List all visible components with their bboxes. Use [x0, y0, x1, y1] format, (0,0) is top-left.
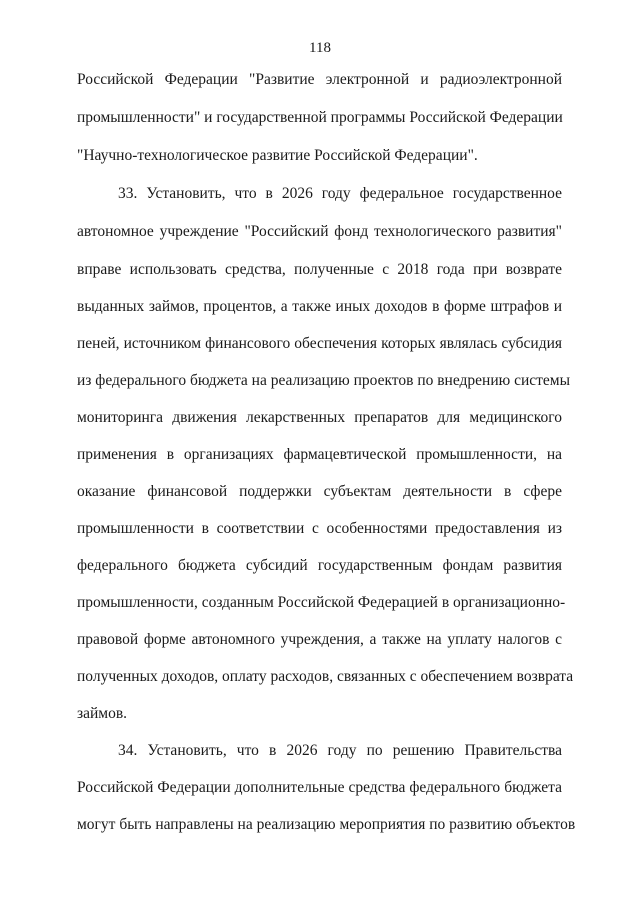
- text-line: применения в организациях фармацевтической промышленности, на: [77, 446, 562, 463]
- text-line: оказание финансовой поддержки субъектам деятельности в сфере: [77, 483, 562, 500]
- text-line: мониторинга движения лекарственных препаратов для медицинского: [77, 409, 562, 426]
- text-line: из федерального бюджета на реализацию проектов по внедрению системы: [77, 372, 571, 389]
- page-number: 118: [309, 40, 331, 56]
- text-line: промышленности" и государственной программы Российской Федерации: [77, 109, 563, 126]
- text-line: промышленности, созданным Российской Федерацией в организационно-: [77, 594, 566, 611]
- text-line: Российской Федерации дополнительные средства федерального бюджета: [77, 779, 562, 796]
- text-line: полученных доходов, оплату расходов, связанных с обеспечением возврата: [77, 668, 574, 685]
- text-line: Российской Федерации "Развитие электронной и радиоэлектронной: [77, 71, 562, 88]
- text-line: вправе использовать средства, полученные с 2018 года при возврате: [77, 261, 562, 278]
- text-line: 33. Установить, что в 2026 году федеральное государственное: [118, 185, 562, 202]
- text-line: федерального бюджета субсидий государственным фондам развития: [77, 557, 562, 574]
- text-line: займов.: [77, 705, 128, 722]
- text-line: промышленности в соответствии с особенностями предоставления из: [77, 520, 562, 537]
- text-line: автономное учреждение "Российский фонд технологического развития": [77, 223, 562, 240]
- text-line: 34. Установить, что в 2026 году по решению Правительства: [118, 742, 562, 759]
- text-line: правовой форме автономного учреждения, а также на уплату налогов с: [77, 631, 562, 648]
- text-line: пеней, источником финансового обеспечения которых являлась субсидия: [77, 335, 562, 352]
- text-line: "Научно-технологическое развитие Российской Федерации".: [77, 147, 478, 164]
- text-line: могут быть направлены на реализацию мероприятия по развитию объектов: [77, 816, 576, 833]
- text-line: выданных займов, процентов, а также иных доходов в форме штрафов и: [77, 298, 562, 315]
